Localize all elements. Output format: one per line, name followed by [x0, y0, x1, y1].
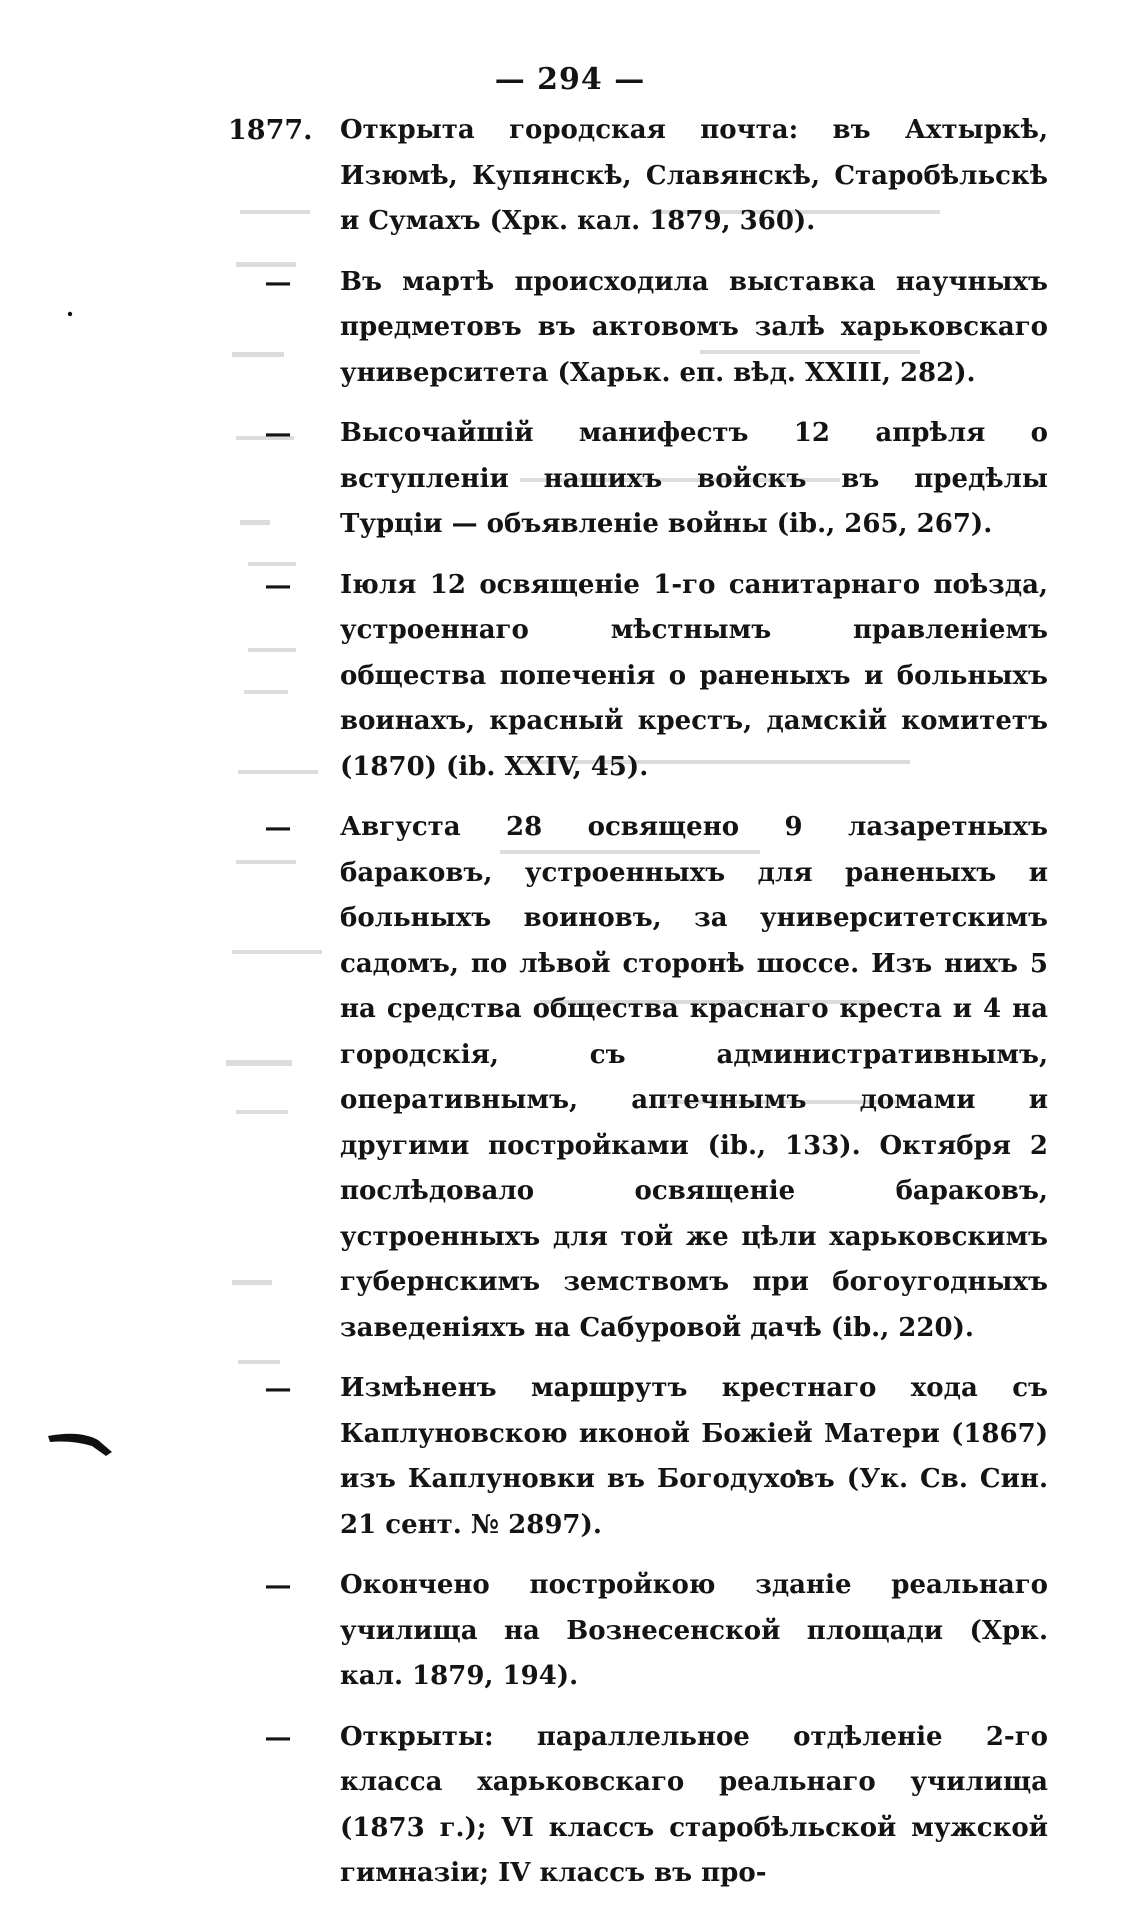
entry-dash: —	[264, 569, 292, 601]
entry-text: Высочайшій манифестъ 12 апрѣля о вступленіи нашихъ войскъ въ предѣлы Турціи — объявленіе войны (ib., 265, 267).	[340, 418, 1048, 539]
chronicle-entry	[228, 260, 1048, 397]
page-number: — 294 —	[494, 62, 646, 97]
entry-text: Открыты: параллельное отдѣленіе 2-го класса харьковскаго реальнаго училища (1873 г.); VI классъ старобѣльской мужской гимназіи; IV классъ въ про-	[340, 1721, 1048, 1888]
entry-year: 1877.	[228, 115, 313, 146]
chronicle-entry	[228, 563, 1048, 791]
entry-text: Измѣненъ маршрутъ крестнаго хода съ Каплуновскою иконой Божіей Матери (1867) изъ Каплуновки въ Богодуховъ (Ук. Св. Син. 21 сент. № 2897).	[340, 1373, 1048, 1540]
entry-text: Окончено постройкою зданіе реальнаго училища на Вознесенской площади (Хрк. кал. 1879, 194).	[340, 1570, 1048, 1691]
chronicle-entry	[228, 411, 1048, 548]
entry-dash: —	[264, 1721, 292, 1753]
entry-text: Іюля 12 освященіе 1-го санитарнаго поѣзда, устроеннаго мѣстнымъ правленіемъ общества попеченія о раненыхъ и больныхъ воинахъ, красный крестъ, дамскій комитетъ (1870) (ib. XXIV, 45).	[340, 569, 1048, 782]
entry-dash: —	[264, 812, 292, 843]
entry-text: Въ мартѣ происходила выставка научныхъ предметовъ въ актовомъ залѣ харьковскаго университета (Харьк. еп. вѣд. XXIII, 282).	[340, 266, 1048, 388]
entry-dash: —	[264, 1373, 292, 1404]
entry-text: Открыта городская почта: въ Ахтыркѣ, Изюмѣ, Купянскѣ, Славянскѣ, Старобѣльскѣ и Сумахъ (Хрк. кал. 1879, 360).	[340, 115, 1048, 236]
entry-dash: —	[264, 418, 292, 449]
chronicle-entry	[228, 805, 1048, 1351]
chronicle-entry	[228, 1715, 1048, 1897]
entry-dash: —	[264, 1570, 292, 1601]
entry-text: Августа 28 освящено 9 лазаретныхъ бараковъ, устроенныхъ для раненыхъ и больныхъ воиновъ, за университетскимъ садомъ, по лѣвой сторонѣ шоссе. Изъ нихъ 5 на средства общества краснаго креста и 4 на городскія, съ административнымъ, оперативнымъ, аптечнымъ домами и другими постройками (ib., 133). Октября 2 послѣдовало освященіе бараковъ, устроенныхъ для той же цѣли харьковскимъ губернскимъ земствомъ при богоугодныхъ заведеніяхъ на Сабуровой дачѣ (ib., 220).	[340, 812, 1048, 1343]
entry-dash: —	[264, 266, 292, 298]
chronicle-entry	[228, 108, 1048, 245]
chronicle-entry	[228, 1366, 1048, 1548]
chronicle-entry	[228, 1563, 1048, 1700]
chronicle-entries	[228, 108, 1048, 1912]
